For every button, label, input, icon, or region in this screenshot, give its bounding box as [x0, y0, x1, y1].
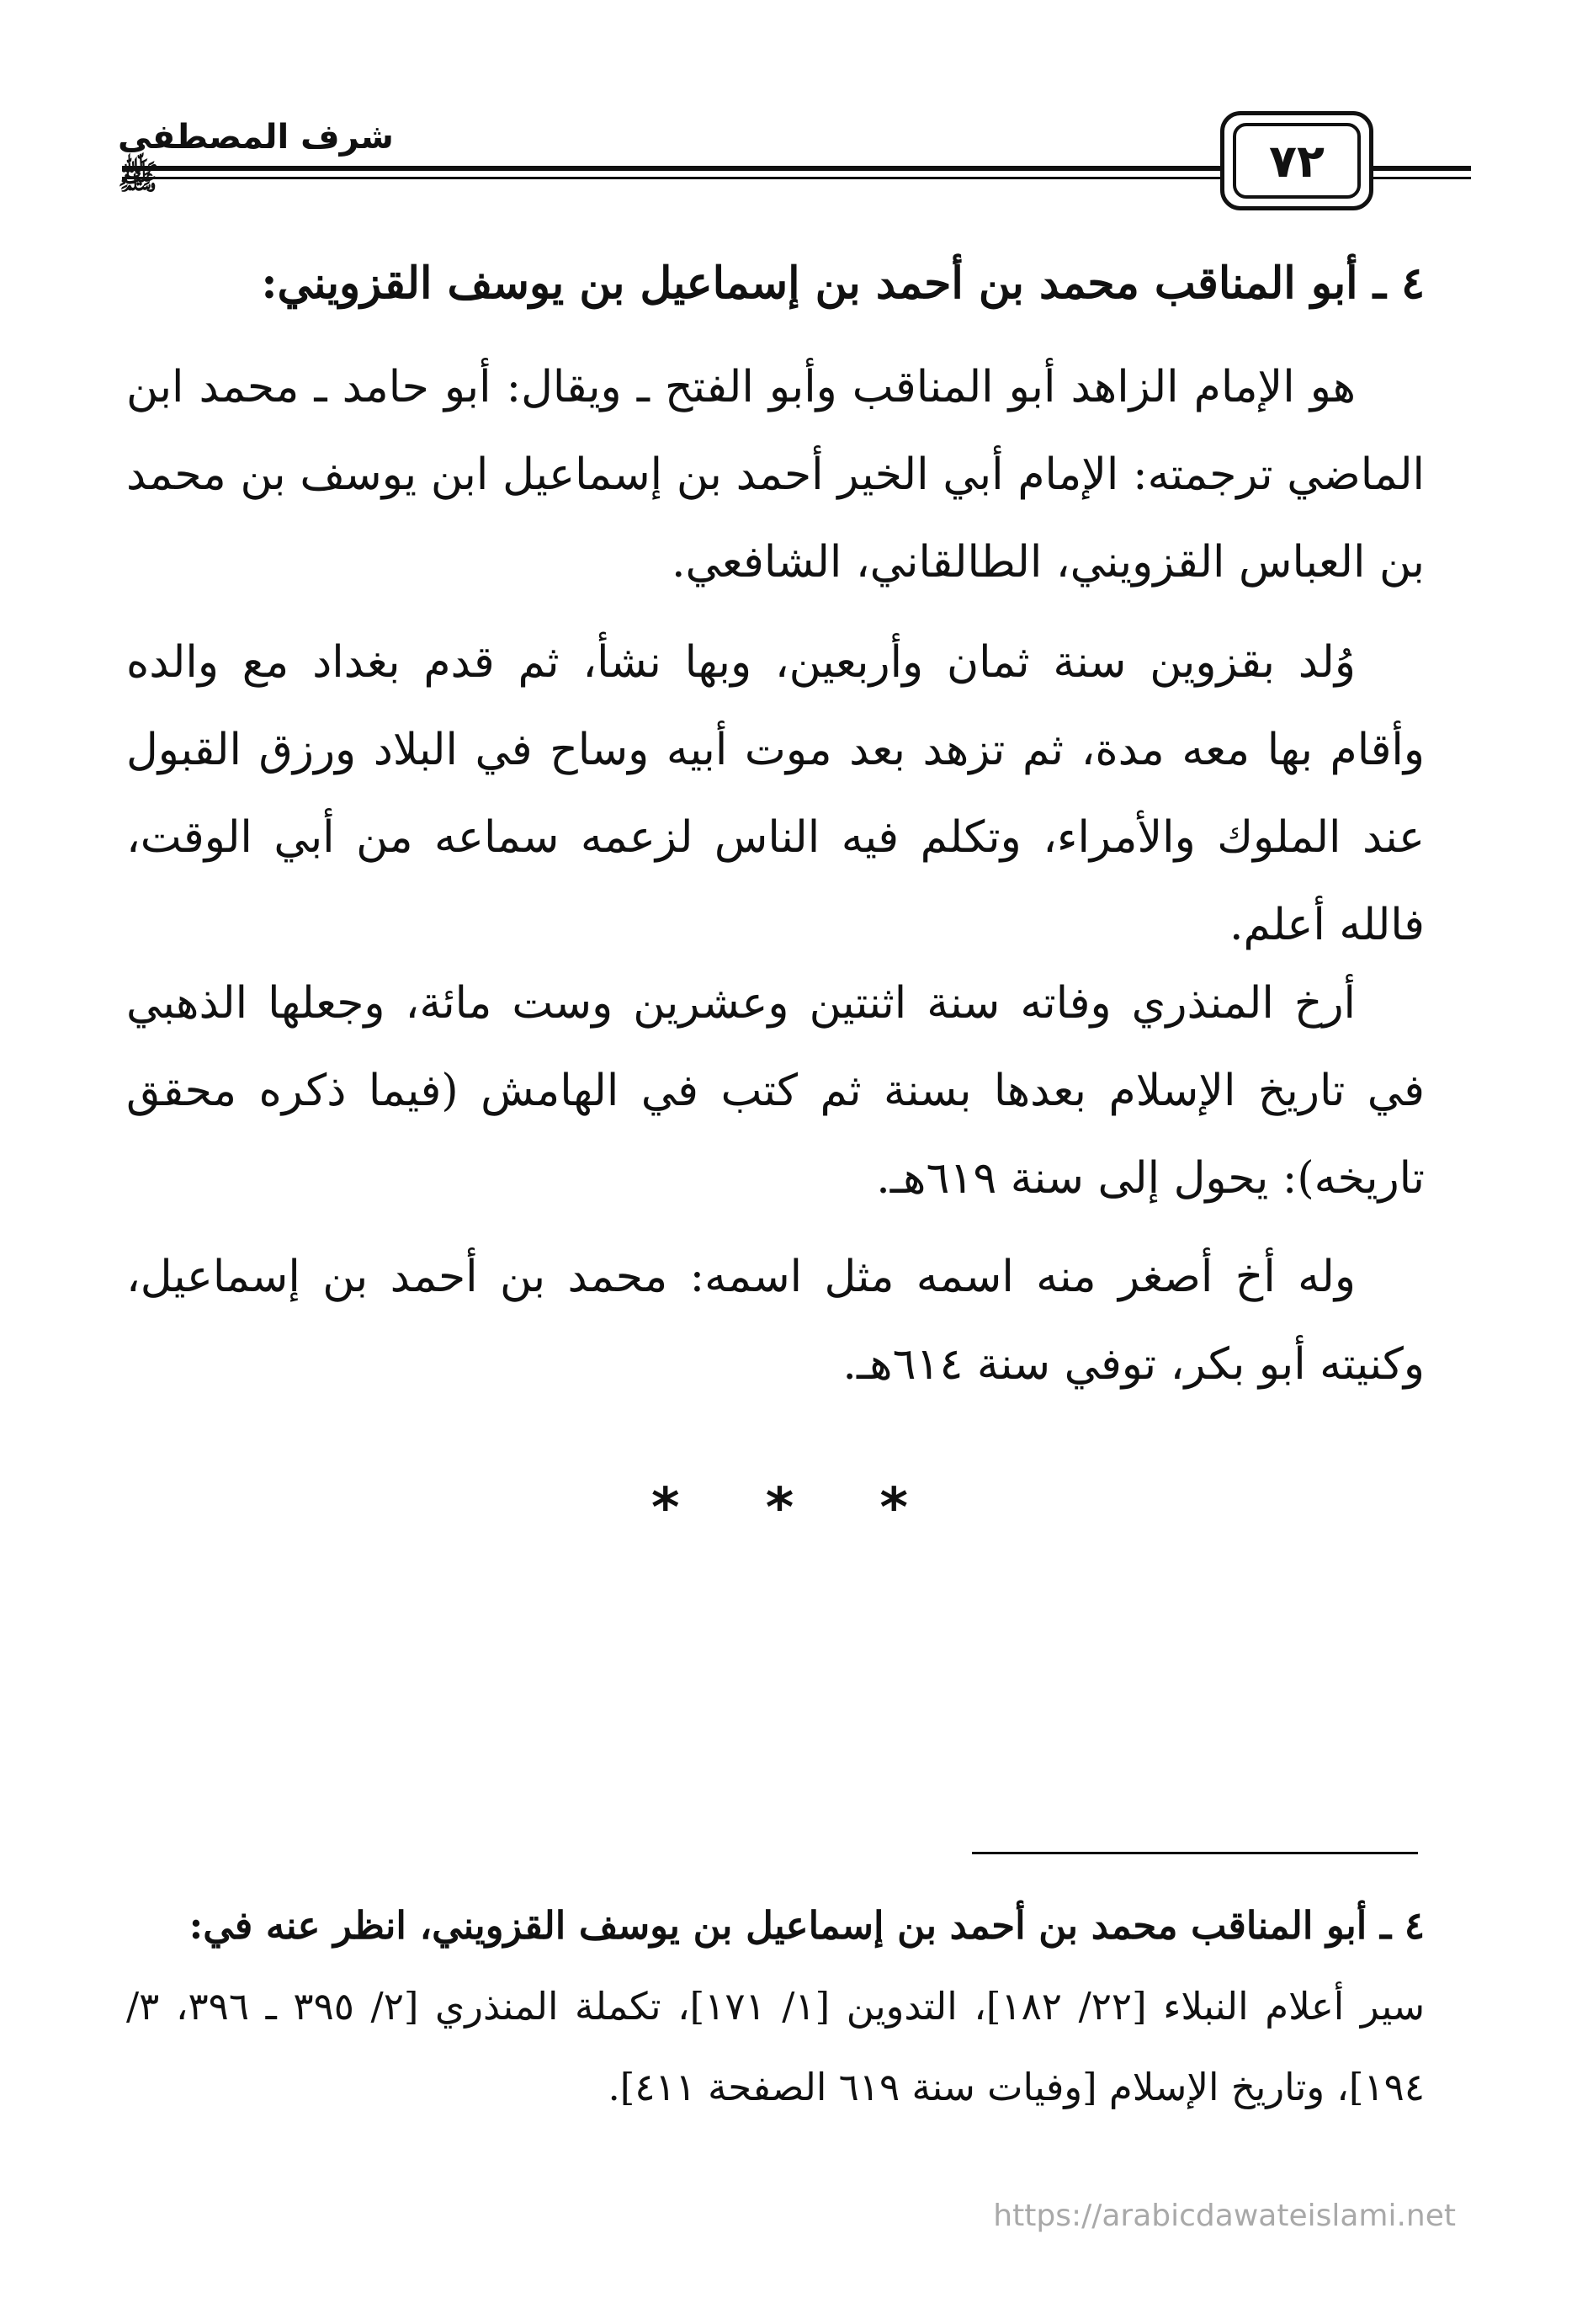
footnote-heading: ٤ ـ أبو المناقب محمد بن أحمد بن إسماعيل بن يوسف القزويني، انظر عنه في: — [189, 1903, 1425, 1948]
entry-heading: ٤ ـ أبو المناقب محمد بن أحمد بن إسماعيل بن يوسف القزويني: — [261, 258, 1425, 309]
paragraph-1: هو الإمام الزاهد أبو المناقب وأبو الفتح ـ ويقال: أبو حامد ـ محمد ابن الماضي ترجمته: الإمام أبي الخير أحمد بن إسماعيل ابن يوسف بن محمد بن العباس القزويني، الطالقاني، الشافعي. — [126, 362, 1425, 588]
footnote — [126, 1885, 1425, 2128]
footnote-rule — [972, 1852, 1418, 1854]
paragraph-3: أرخ المنذري وفاته سنة اثنتين وعشرين وست مائة، وجعلها الذهبي في تاريخ الإسلام بعدها بسنة ثم كتب في الهامش (فيما ذكره محقق تاريخه): يحول إلى سنة ٦١٩هـ. — [126, 978, 1425, 1204]
footnote-text: سير أعلام النبلاء [٢٢/ ١٨٢]، التدوين [١/ ١٧١]، تكملة المنذري [٢/ ٣٩٥ ـ ٣٩٦، ٣/ ١٩٤]، وتاريخ الإسلام [وفيات سنة ٦١٩ الصفحة ٤١١]. — [126, 1984, 1426, 2109]
page-number-frame — [1220, 111, 1373, 210]
section-separator: * * * — [651, 1477, 942, 1540]
running-title: شرف المصطفى ﷺ — [118, 118, 394, 197]
paragraph-4: وله أخ أصغر منه اسمه مثل اسمه: محمد بن أحمد بن إسماعيل، وكنيته أبو بكر، توفي سنة ٦١٤هـ. — [126, 1252, 1425, 1390]
paragraph-2: وُلد بقزوين سنة ثمان وأربعين، وبها نشأ، ثم قدم بغداد مع والده وأقام بها معه مدة، ثم تزهد بعد موت أبيه وساح في البلاد ورزق القبول عند الملوك والأمراء، وتكلم فيه الناس لزعمه سماعه من أبي الوقت، فالله أعلم. — [126, 637, 1425, 950]
watermark-url: https://arabicdawateislami.net — [993, 2199, 1456, 2233]
page-number: ٧٢ — [1233, 123, 1361, 199]
